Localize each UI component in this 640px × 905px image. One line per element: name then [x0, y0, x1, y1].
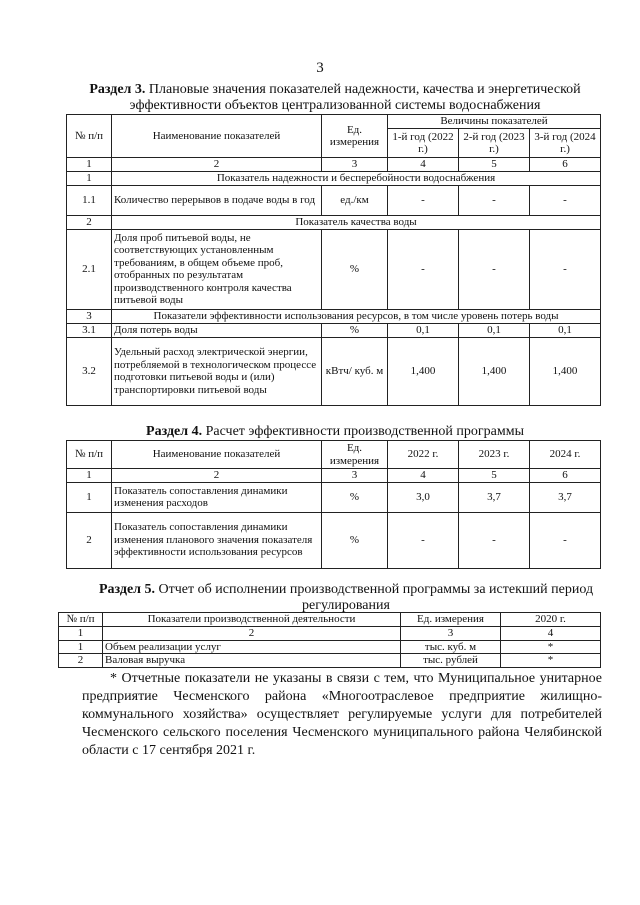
- s4-row-v1: -: [388, 512, 459, 568]
- section5-title: [92, 582, 600, 614]
- s3-row-v2: -: [459, 229, 530, 309]
- s3-row-unit: кВтч/ куб. м: [322, 337, 388, 405]
- s3-row-unit: ед./км: [322, 185, 388, 215]
- s5-index-cell: 4: [501, 627, 601, 641]
- section5-table: [58, 612, 601, 668]
- s3-header-values-group: Величины показателей: [388, 115, 601, 129]
- s4-header-unit: Ед. измерения: [322, 441, 388, 469]
- section3-table: [66, 114, 601, 406]
- s5-index-cell: 3: [401, 627, 501, 641]
- s3-header-y2: 2-й год (2023 г.): [459, 129, 530, 158]
- s4-row-unit: %: [322, 482, 388, 512]
- s4-index-cell: 3: [322, 469, 388, 483]
- footnote: * Отчетные показатели не указаны в связи с тем, что Муниципальное унитарное предприятие Чесменского района «Многоотраслевое предприятие жилищно-коммунального хозяйства» осуществляет регулируемые услуги для потребителей Чесменского сельского поселения Чесменского муниципального района Челябинской области с 17 сентября 2021 г.: [82, 671, 602, 758]
- s5-row: [59, 640, 601, 654]
- section4-table: [66, 440, 601, 569]
- s5-index-row: [59, 627, 601, 641]
- s4-index-cell: 5: [459, 469, 530, 483]
- s3-index-cell: 2: [112, 158, 322, 172]
- s3-header-num: № п/п: [67, 115, 112, 158]
- s4-row-name: Показатель сопоставления динамики изменения расходов: [112, 482, 322, 512]
- s3-row-v2: 1,400: [459, 337, 530, 405]
- s3-group-num: 1: [67, 171, 112, 185]
- s3-row-v1: 0,1: [388, 323, 459, 337]
- s4-row-v1: 3,0: [388, 482, 459, 512]
- s3-row-v3: -: [530, 185, 601, 215]
- s3-index-cell: 4: [388, 158, 459, 172]
- s3-group-row: [67, 171, 601, 185]
- s4-header-y2: 2023 г.: [459, 441, 530, 469]
- s4-row-v3: -: [530, 512, 601, 568]
- s4-header-y1: 2022 г.: [388, 441, 459, 469]
- s3-row-v1: -: [388, 185, 459, 215]
- section3-title: [70, 82, 600, 114]
- s5-row-unit: тыс. рублей: [401, 654, 501, 668]
- s3-row-num: 3.2: [67, 337, 112, 405]
- section4-title: [70, 424, 600, 440]
- s4-row: [67, 512, 601, 568]
- s3-group-num: 2: [67, 215, 112, 229]
- section4-title-bold: Раздел 4.: [146, 424, 203, 439]
- s4-index-cell: 1: [67, 469, 112, 483]
- s5-row-name: Валовая выручка: [103, 654, 401, 668]
- s5-header-name: Показатели производственной деятельности: [103, 613, 401, 627]
- s3-item-row: [67, 185, 601, 215]
- s4-index-row: [67, 469, 601, 483]
- s3-item-row: [67, 229, 601, 309]
- s3-group-text: Показатель надежности и бесперебойности водоснабжения: [112, 171, 601, 185]
- s4-row-num: 2: [67, 512, 112, 568]
- s3-row-v1: -: [388, 229, 459, 309]
- s4-header-name: Наименование показателей: [112, 441, 322, 469]
- s4-row-v2: 3,7: [459, 482, 530, 512]
- s3-row-name: Количество перерывов в подаче воды в год: [112, 185, 322, 215]
- s3-row-v3: -: [530, 229, 601, 309]
- section5-title-text: Отчет об исполнении производственной программы за истекший период регулирования: [155, 582, 594, 613]
- s5-header-unit: Ед. измерения: [401, 613, 501, 627]
- s3-row-num: 3.1: [67, 323, 112, 337]
- s3-group-num: 3: [67, 309, 112, 323]
- s4-row-v3: 3,7: [530, 482, 601, 512]
- s4-header-y3: 2024 г.: [530, 441, 601, 469]
- s5-row: [59, 654, 601, 668]
- s3-row-unit: %: [322, 229, 388, 309]
- s3-row-v3: 0,1: [530, 323, 601, 337]
- s3-row-v2: 0,1: [459, 323, 530, 337]
- s3-row-name: Удельный расход электрической энергии, потребляемой в технологическом процессе подготовки питьевой воды и (или) транспортировки питьевой воды: [112, 337, 322, 405]
- s3-header-unit: Ед. измерения: [322, 115, 388, 158]
- s3-group-text: Показатель качества воды: [112, 215, 601, 229]
- s3-index-cell: 1: [67, 158, 112, 172]
- s3-row-unit: %: [322, 323, 388, 337]
- s3-index-row: [67, 158, 601, 172]
- s3-item-row: [67, 337, 601, 405]
- s3-index-cell: 3: [322, 158, 388, 172]
- s5-index-cell: 1: [59, 627, 103, 641]
- s3-header-y3: 3-й год (2024 г.): [530, 129, 601, 158]
- s3-item-row: [67, 323, 601, 337]
- s3-row-v3: 1,400: [530, 337, 601, 405]
- page-number: 3: [316, 60, 324, 76]
- s5-row-num: 1: [59, 640, 103, 654]
- section4-title-text: Расчет эффективности производственной программы: [202, 424, 524, 439]
- s4-row: [67, 482, 601, 512]
- s5-row-value: *: [501, 640, 601, 654]
- s5-index-cell: 2: [103, 627, 401, 641]
- s4-row-unit: %: [322, 512, 388, 568]
- s5-header-num: № п/п: [59, 613, 103, 627]
- s3-row-name: Доля проб питьевой воды, не соответствующих установленным требованиям, в общем объеме проб, отобранных по результатам производственного контроля качества питьевой воды: [112, 229, 322, 309]
- s3-index-cell: 6: [530, 158, 601, 172]
- s3-header-name: Наименование показателей: [112, 115, 322, 158]
- s4-index-cell: 6: [530, 469, 601, 483]
- s5-header-year: 2020 г.: [501, 613, 601, 627]
- s3-header-y1: 1-й год (2022 г.): [388, 129, 459, 158]
- s3-row-num: 1.1: [67, 185, 112, 215]
- s4-row-name: Показатель сопоставления динамики изменения планового значения показателя эффективности использования ресурсов: [112, 512, 322, 568]
- s4-row-num: 1: [67, 482, 112, 512]
- section3-title-text: Плановые значения показателей надежности, качества и энергетической эффективности объектов централизованной системы водоснабжения: [129, 82, 581, 113]
- s3-row-name: Доля потерь воды: [112, 323, 322, 337]
- s3-row-v1: 1,400: [388, 337, 459, 405]
- s5-row-num: 2: [59, 654, 103, 668]
- s5-row-unit: тыс. куб. м: [401, 640, 501, 654]
- s3-row-v2: -: [459, 185, 530, 215]
- s3-group-text: Показатели эффективности использования ресурсов, в том числе уровень потерь воды: [112, 309, 601, 323]
- s4-index-cell: 4: [388, 469, 459, 483]
- section3-title-bold: Раздел 3.: [89, 82, 146, 97]
- section5-title-bold: Раздел 5.: [98, 582, 156, 597]
- s3-row-num: 2.1: [67, 229, 112, 309]
- s4-row-v2: -: [459, 512, 530, 568]
- s3-index-cell: 5: [459, 158, 530, 172]
- s4-header-num: № п/п: [67, 441, 112, 469]
- s5-row-name: Объем реализации услуг: [103, 640, 401, 654]
- s3-group-row: [67, 309, 601, 323]
- s4-index-cell: 2: [112, 469, 322, 483]
- s5-row-value: *: [501, 654, 601, 668]
- s3-group-row: [67, 215, 601, 229]
